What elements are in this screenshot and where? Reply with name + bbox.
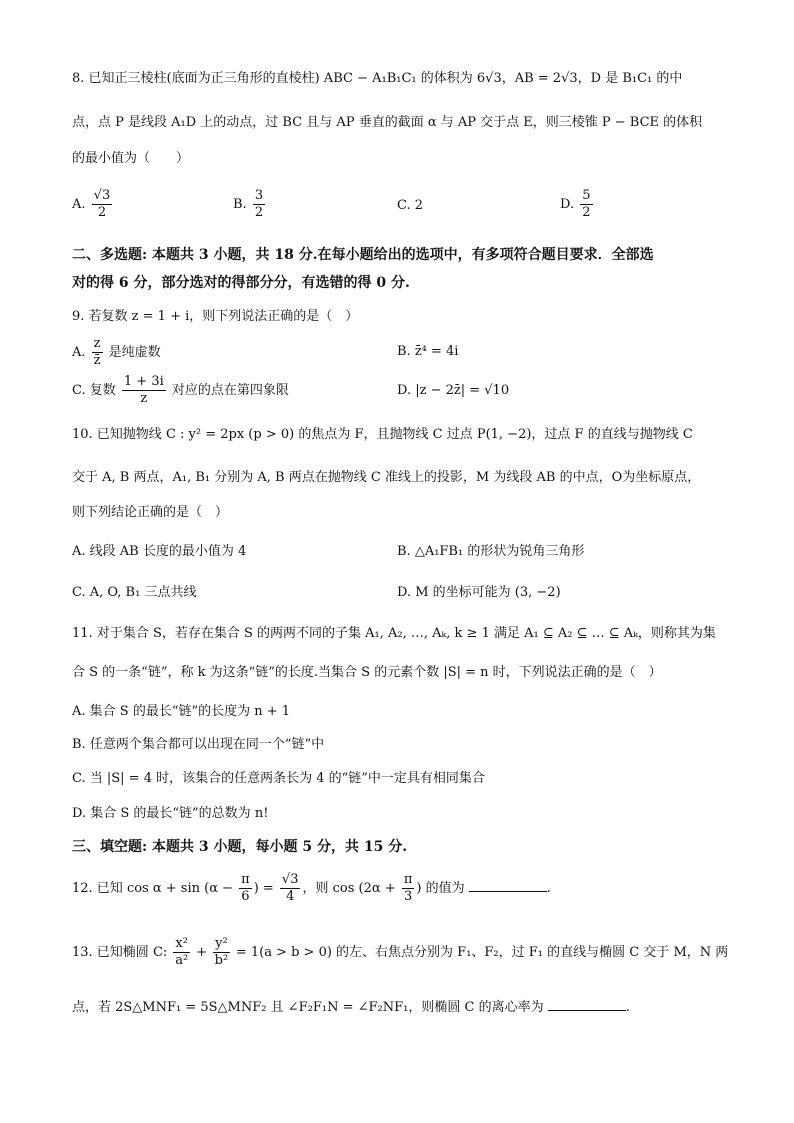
section-3-heading: 三、填空题: 本题共 3 小题，每小题 5 分，共 15 分. — [72, 839, 408, 855]
fraction: $\frac{\text{y²}}{\text{b²}}$ — [214, 936, 229, 968]
q10-line-3: 则下列结论正确的是（ ） — [72, 505, 229, 520]
q8-option-a: A. $\frac{√3}{2}$ — [72, 188, 111, 220]
q11-option-a: A. 集合 S 的最长“链”的长度为 n + 1 — [72, 704, 291, 719]
q10-line-1: 10. 已知抛物线 C : y² = 2px (p > 0) 的焦点为 F，且抛物线 C 过点 P(1, −2)，过点 F 的直线与抛物线 C — [72, 427, 693, 442]
q9-stem: 9. 若复数 z = 1 + i，则下列说法正确的是（ ） — [72, 309, 359, 324]
section-2-heading: 二、多选题: 本题共 3 小题，共 18 分.在每小题给出的选项中，有多项符合题目要求．全部选 — [72, 247, 654, 263]
fraction: $\frac{\pi}{6}$ — [241, 872, 250, 904]
q9-option-b: B. z̄⁴ = 4i — [397, 344, 459, 359]
q8-line-1: 8. 已知正三棱柱(底面为正三角形的直棱柱) ABC − A₁B₁C₁ 的体积为 6√3，AB = 2√3，D 是 B₁C₁ 的中 — [72, 71, 683, 86]
q11-option-b: B. 任意两个集合都可以出现在同一个“链”中 — [72, 737, 325, 752]
q9-option-c: C. 复数 $\frac{1 + 3i}{z}$ 对应的点在第四象限 — [72, 374, 289, 406]
q10-option-c: C. A, O, B₁ 三点共线 — [72, 585, 197, 600]
q8-line-2: 点，点 P 是线段 A₁D 上的动点，过 BC 且与 AP 垂直的截面 α 与 AP 交于点 E，则三棱锥 P − BCE 的体积 — [72, 115, 703, 130]
answer-blank[interactable] — [469, 891, 547, 892]
answer-blank[interactable] — [548, 1010, 626, 1011]
fraction: $\frac{z}{z̄}$ — [93, 336, 101, 368]
q13-line-1: 13. 已知椭圆 C: $\frac{\text{x²}}{\text{a²}}$ + $\frac{\text{y²}}{\text{b²}}$ = 1(a > b > 0) 的左、右焦点分别为 F₁、F₂，过 F₁ 的直线与椭圆 C 交于 M，N 两 — [72, 936, 729, 968]
fraction: $\frac{\pi}{3}$ — [403, 872, 413, 904]
q11-line-2: 合 S 的一条“链”，称 k 为这条“链”的长度.当集合 S 的元素个数 |S| = n 时，下列说法正确的是（ ） — [72, 665, 662, 680]
q9-option-a: A. $\frac{z}{z̄}$ 是纯虚数 — [72, 336, 161, 368]
fraction: $\frac{\text{x²}}{\text{a²}}$ — [175, 936, 189, 968]
fraction: $\frac{5}{2}$ — [582, 188, 591, 220]
q10-line-2: 交于 A, B 两点，A₁, B₁ 分别为 A, B 两点在抛物线 C 准线上的投影，M 为线段 AB 的中点，O为坐标原点， — [72, 470, 701, 485]
q13-line-2: 点，若 2S△MNF₁ = 5S△MNF₂ 且 ∠F₂F₁N = ∠F₂NF₁，则椭圆 C 的离心率为 . — [72, 1000, 630, 1015]
q11-option-c: C. 当 |S| = 4 时，该集合的任意两条长为 4 的“链”中一定具有相同集合 — [72, 771, 485, 786]
q12: 12. 已知 cos α + sin (α − $\frac{\pi}{6}$ ) = $\frac{√3}{4}$ ，则 cos (2α + $\frac{\pi}{3}$ ) 的值为 . — [72, 872, 551, 904]
section-2-heading-cont: 对的得 6 分，部分选对的得部分分，有选错的得 0 分. — [72, 275, 410, 291]
fraction: $\frac{√3}{2}$ — [93, 188, 111, 220]
fraction: $\frac{3}{2}$ — [254, 188, 264, 220]
q8-line-3: 的最小值为（ ） — [72, 151, 190, 166]
q8-option-b: B. $\frac{3}{2}$ — [233, 188, 264, 220]
q10-option-d: D. M 的坐标可能为 (3, −2) — [397, 585, 561, 600]
q10-option-b: B. △A₁FB₁ 的形状为锐角三角形 — [397, 544, 585, 559]
q11-line-1: 11. 对于集合 S，若存在集合 S 的两两不同的子集 A₁, A₂, …, Aₖ, k ≥ 1 满足 A₁ ⊆ A₂ ⊆ … ⊆ Aₖ，则称其为集 — [72, 626, 716, 641]
q10-option-a: A. 线段 AB 长度的最小值为 4 — [72, 544, 247, 559]
q9-option-d: D. |z − 2z̄| = √10 — [397, 383, 510, 398]
q8-option-c: C. 2 — [397, 198, 424, 213]
q11-option-d: D. 集合 S 的最长“链”的总数为 n! — [72, 806, 269, 821]
fraction: $\frac{√3}{4}$ — [281, 872, 299, 904]
q8-option-d: D. $\frac{5}{2}$ — [560, 188, 591, 220]
fraction: $\frac{1 + 3i}{z}$ — [123, 374, 164, 406]
